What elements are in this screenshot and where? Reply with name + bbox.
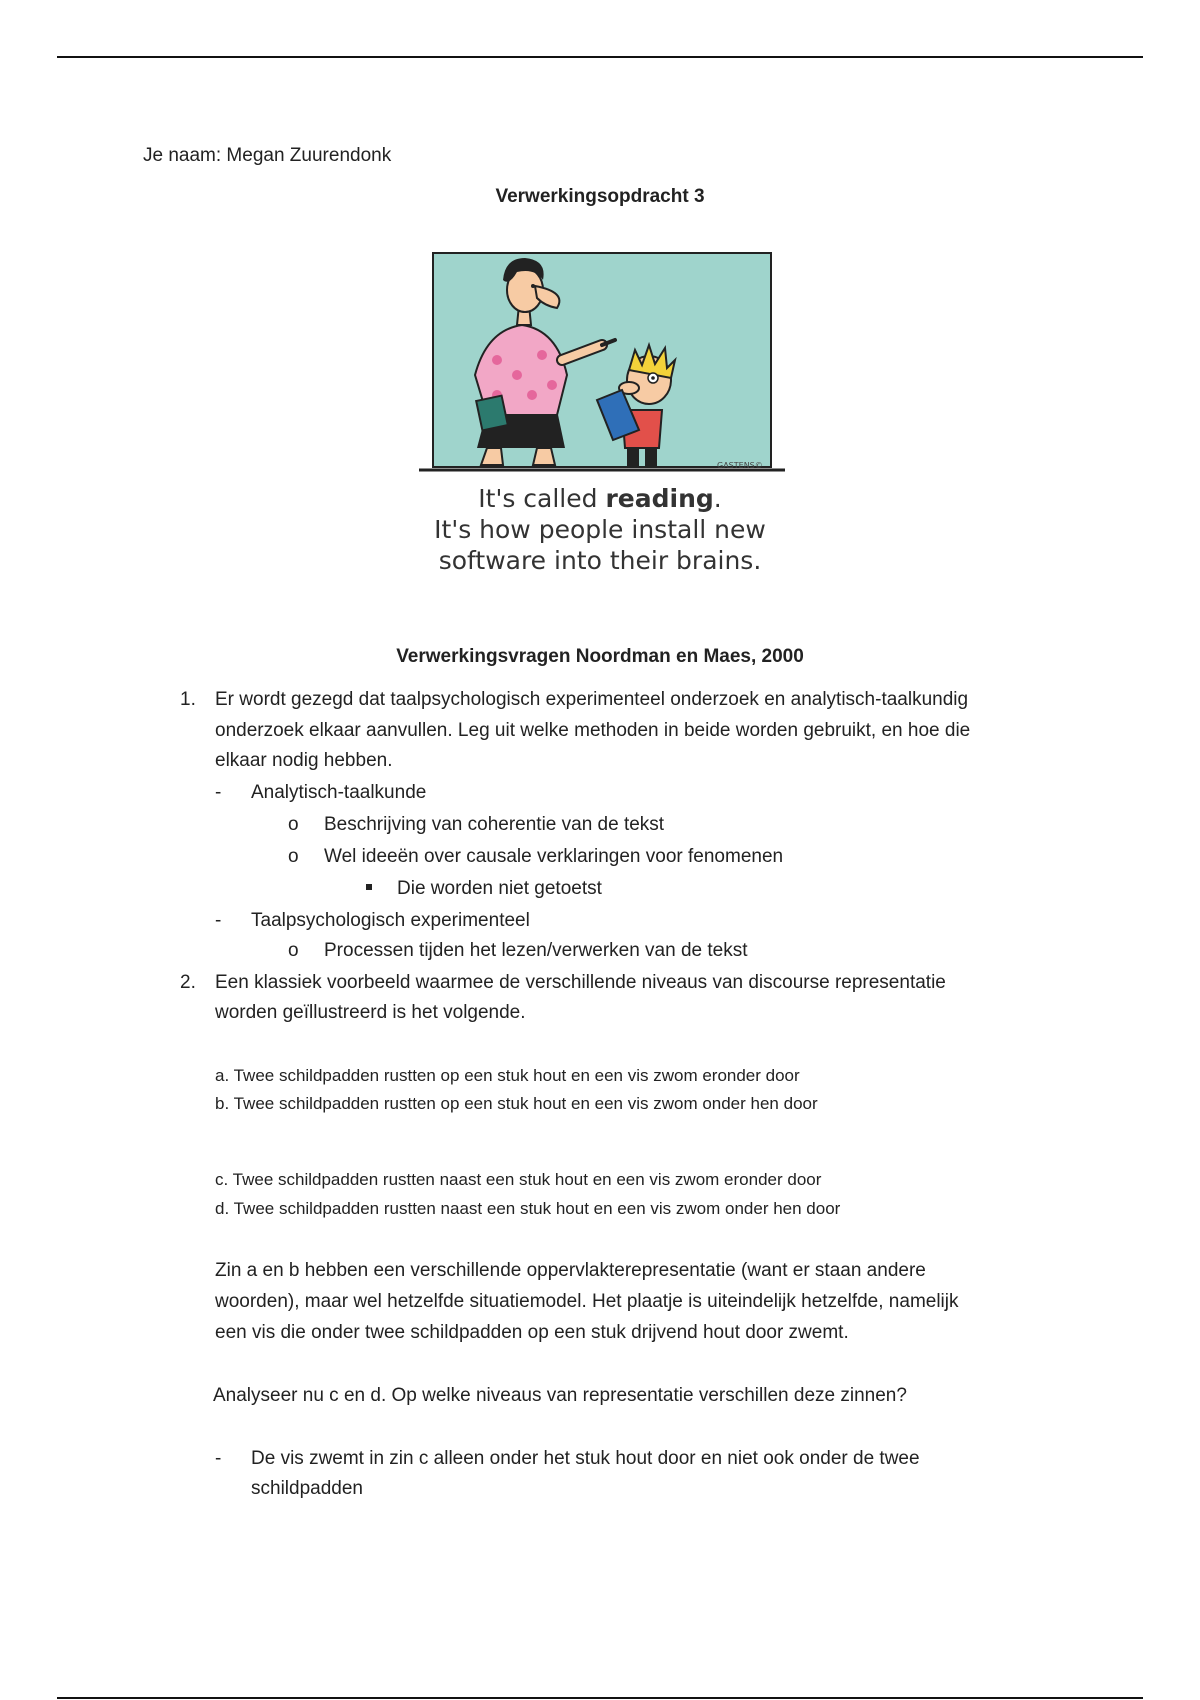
- page-title: Verwerkingsopdracht 3: [495, 186, 705, 207]
- caption-line-2: It's how people install new: [434, 515, 766, 544]
- q2-number: 2.: [180, 972, 196, 993]
- q1-line-1: Er wordt gezegd dat taalpsychologisch experimenteel onderzoek en analytisch-taalkundig: [215, 689, 969, 710]
- square-marker: [366, 884, 372, 890]
- q1-number: 1.: [180, 689, 196, 710]
- para-line-3: een vis die onder twee schildpadden op een stuk drijvend hout door zwemt.: [215, 1322, 849, 1343]
- answer-line-1: De vis zwemt in zin c alleen onder het stuk hout door en niet ook onder de twee: [251, 1448, 920, 1469]
- answer-line-2: schildpadden: [251, 1478, 363, 1499]
- example-b: b. Twee schildpadden rustten op een stuk hout en een vis zwom onder hen door: [215, 1094, 818, 1113]
- bullet-processen: Processen tijden het lezen/verwerken van de tekst: [324, 940, 748, 961]
- bullet-getoetst: Die worden niet getoetst: [397, 878, 602, 899]
- q1-line-2: onderzoek elkaar aanvullen. Leg uit welke methoden in beide worden gebruikt, en hoe die: [215, 720, 971, 741]
- circle-marker: o: [288, 814, 299, 835]
- circle-marker: o: [288, 846, 299, 867]
- caption-line-3: software into their brains.: [438, 546, 762, 575]
- dash-marker: -: [215, 910, 222, 931]
- example-d: d. Twee schildpadden rustten naast een stuk hout en een vis zwom onder hen door: [215, 1199, 841, 1218]
- circle-marker: o: [288, 940, 299, 961]
- bullet-ideeen: Wel ideeën over causale verklaringen voor fenomenen: [324, 846, 784, 867]
- q2-line-2: worden geïllustreerd is het volgende.: [215, 1002, 526, 1023]
- caption-post: .: [713, 484, 722, 513]
- para-line-1: Zin a en b hebben een verschillende oppervlakterepresentatie (want er staan andere: [215, 1260, 926, 1281]
- bullet-taalpsych: Taalpsychologisch experimenteel: [251, 910, 530, 931]
- para-line-2: woorden), maar wel hetzelfde situatiemodel. Het plaatje is uiteindelijk hetzelfde, namelijk: [215, 1291, 959, 1312]
- caption-bold: reading: [605, 484, 714, 513]
- q2-line-1: Een klassiek voorbeeld waarmee de verschillende niveaus van discourse representatie: [215, 972, 946, 993]
- cartoon-signature: GASTENS©: [717, 461, 763, 470]
- example-a: a. Twee schildpadden rustten op een stuk hout en een vis zwom eronder door: [215, 1066, 800, 1085]
- dash-marker: -: [215, 782, 222, 803]
- bullet-analytisch: Analytisch-taalkunde: [251, 782, 427, 803]
- bottom-rule: [57, 1697, 1143, 1699]
- q1-line-3: elkaar nodig hebben.: [215, 750, 393, 771]
- example-c: c. Twee schildpadden rustten naast een stuk hout en een vis zwom eronder door: [215, 1170, 822, 1189]
- name-line: Je naam: Megan Zuurendonk: [143, 145, 392, 166]
- analysis-prompt: Analyseer nu c en d. Op welke niveaus van representatie verschillen deze zinnen?: [213, 1385, 907, 1406]
- caption-line-1: [0, 484, 1200, 514]
- section-heading: Verwerkingsvragen Noordman en Maes, 2000: [396, 646, 804, 667]
- dash-marker: -: [215, 1448, 222, 1469]
- bullet-beschrijving: Beschrijving van coherentie van de tekst: [324, 814, 665, 835]
- top-rule: [57, 56, 1143, 58]
- caption-pre: It's called: [478, 484, 606, 513]
